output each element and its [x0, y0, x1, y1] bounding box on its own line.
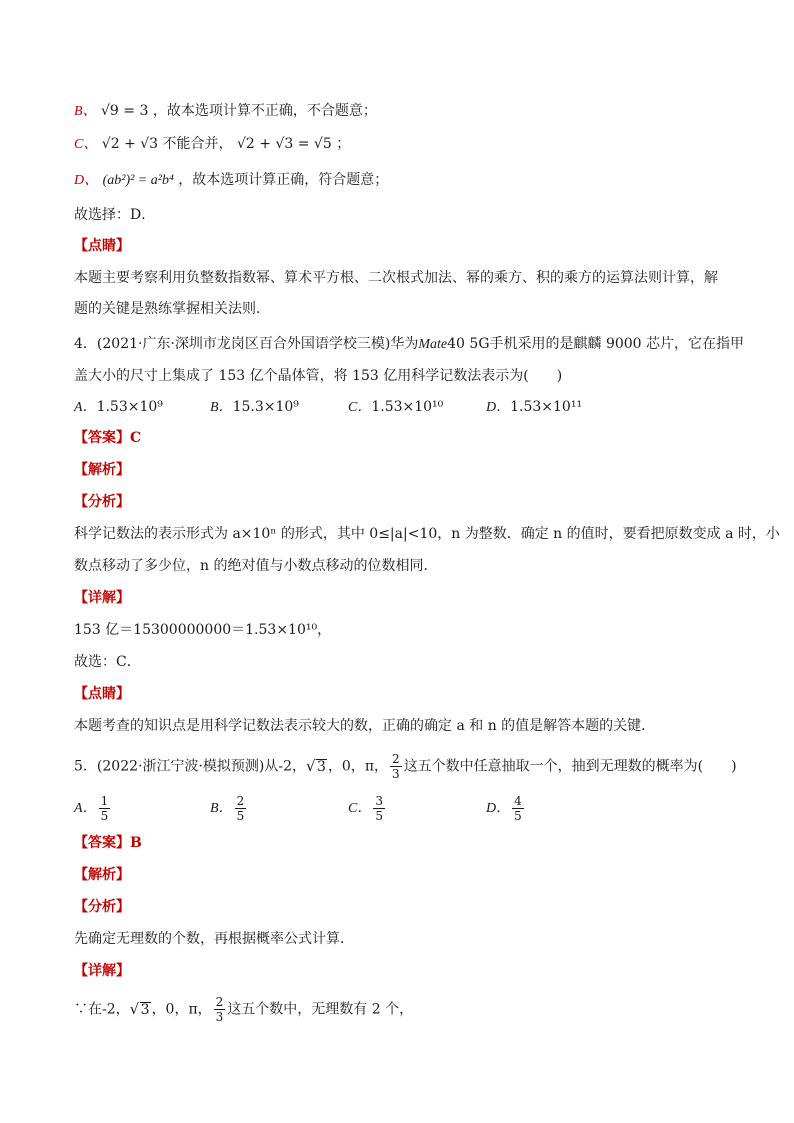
review-text: 本题考查的知识点是用科学记数法表示较大的数，正确的确定 a 和 n 的值是解答本题的关键．: [74, 718, 656, 734]
question-source: (2022·浙江宁波·模拟预测): [96, 758, 265, 775]
question-4-stem-line2: 盖大小的尺寸上集成了 153 亿个晶体管，将 153 亿用科学记数法表示为( ): [74, 368, 563, 384]
option-c-explanation: C、 √2 + √3 不能合并， √2 + √3 = √5 ；: [74, 136, 351, 152]
math-sum-radicals: √2 + √3: [101, 136, 159, 152]
option-d: D． $\frac{4}{5}$: [486, 793, 522, 823]
section-fenxi: 【分析】: [74, 899, 130, 915]
option-c: C． $\frac{3}{5}$: [348, 793, 383, 823]
analysis-line: 先确定无理数的个数，再根据概率公式计算．: [74, 931, 354, 947]
review-text-line1: 本题主要考察利用负整数指数幂、算术平方根、二次根式加法、幂的乘方、积的乘方的运算法则计算，解: [74, 270, 718, 286]
section-jiexi: 【解析】: [74, 462, 130, 478]
option-b-explanation: B、 √9 = 3 ，故本选项计算不正确，不合题意；: [74, 103, 377, 119]
section-fenxi: 【分析】: [74, 494, 130, 510]
option-b: B．15.3×10⁹: [210, 399, 299, 415]
analysis-line1: 科学记数法的表示形式为 a×10ⁿ 的形式，其中 0≤|a|<10，n 为整数．确定 n 的值时，要看把原数变成 a 时，小: [74, 526, 780, 542]
question-5-options: [74, 792, 734, 825]
sqrt-symbol: √ 3: [131, 996, 151, 1024]
option-b: B． $\frac{2}{5}$: [210, 793, 245, 823]
option-d-explanation: D、 (ab²)² = a²b⁴ ，故本选项计算正确，符合题意；: [74, 172, 389, 188]
section-xiangjie: 【详解】: [74, 590, 130, 606]
option-d: D．1.53×10¹¹: [486, 399, 583, 415]
fraction: $\frac{2}{3}$: [392, 752, 400, 781]
option-a: A． $\frac{1}{5}$: [74, 793, 109, 823]
question-source: (2021·广东·深圳市龙岗区百合外国语学校三模): [96, 336, 391, 352]
review-text-line2: 题的关键是熟练掌握相关法则．: [74, 301, 270, 317]
fraction: $\frac{2}{3}$: [215, 995, 224, 1024]
detail-line: ∵在-2，√ 3 ，0，π， $\frac{2}{3}$ 这五个数中，无理数有 2 个，: [74, 995, 734, 1024]
analysis-line2: 数点移动了多少位，n 的绝对值与小数点移动的位数相同．: [74, 558, 438, 574]
section-dianjing: 【点睛】: [74, 238, 130, 254]
question-4-options: [74, 397, 734, 418]
math-power: (ab²)² = a²b⁴: [102, 173, 174, 188]
option-a: A．1.53×10⁹: [74, 399, 163, 415]
question-number: 5．: [74, 758, 97, 775]
question-number: 4．: [74, 336, 97, 352]
choice-line: 故选择：D．: [74, 207, 156, 223]
choice-line: 故选：C．: [74, 654, 141, 670]
answer-label: 【答案】C: [74, 430, 142, 446]
math-wrong-equation: √2 + √3 = √5: [237, 136, 332, 152]
option-c: C．1.53×10¹⁰: [348, 399, 444, 415]
question-4-stem-line1: 4．(2021·广东·深圳市龙岗区百合外国语学校三模)华为Mate40 5G手机采用的是麒麟 9000 芯片，它在指甲: [74, 336, 745, 352]
section-jiexi: 【解析】: [74, 867, 130, 883]
section-xiangjie: 【详解】: [74, 963, 130, 979]
math-sqrt9: √9 = 3: [101, 103, 149, 119]
section-dianjing: 【点睛】: [74, 686, 130, 702]
question-5-stem: 5．(2022·浙江宁波·模拟预测)从-2，√ 3 ，0，π， $\frac{2}{3}$ 这五个数中任意抽取一个，抽到无理数的概率为( ): [74, 752, 734, 781]
answer-label: 【答案】B: [74, 835, 142, 851]
sqrt-symbol: √ 3: [307, 753, 327, 781]
detail-line: 153 亿＝15300000000＝1.53×10¹⁰，: [74, 622, 332, 638]
